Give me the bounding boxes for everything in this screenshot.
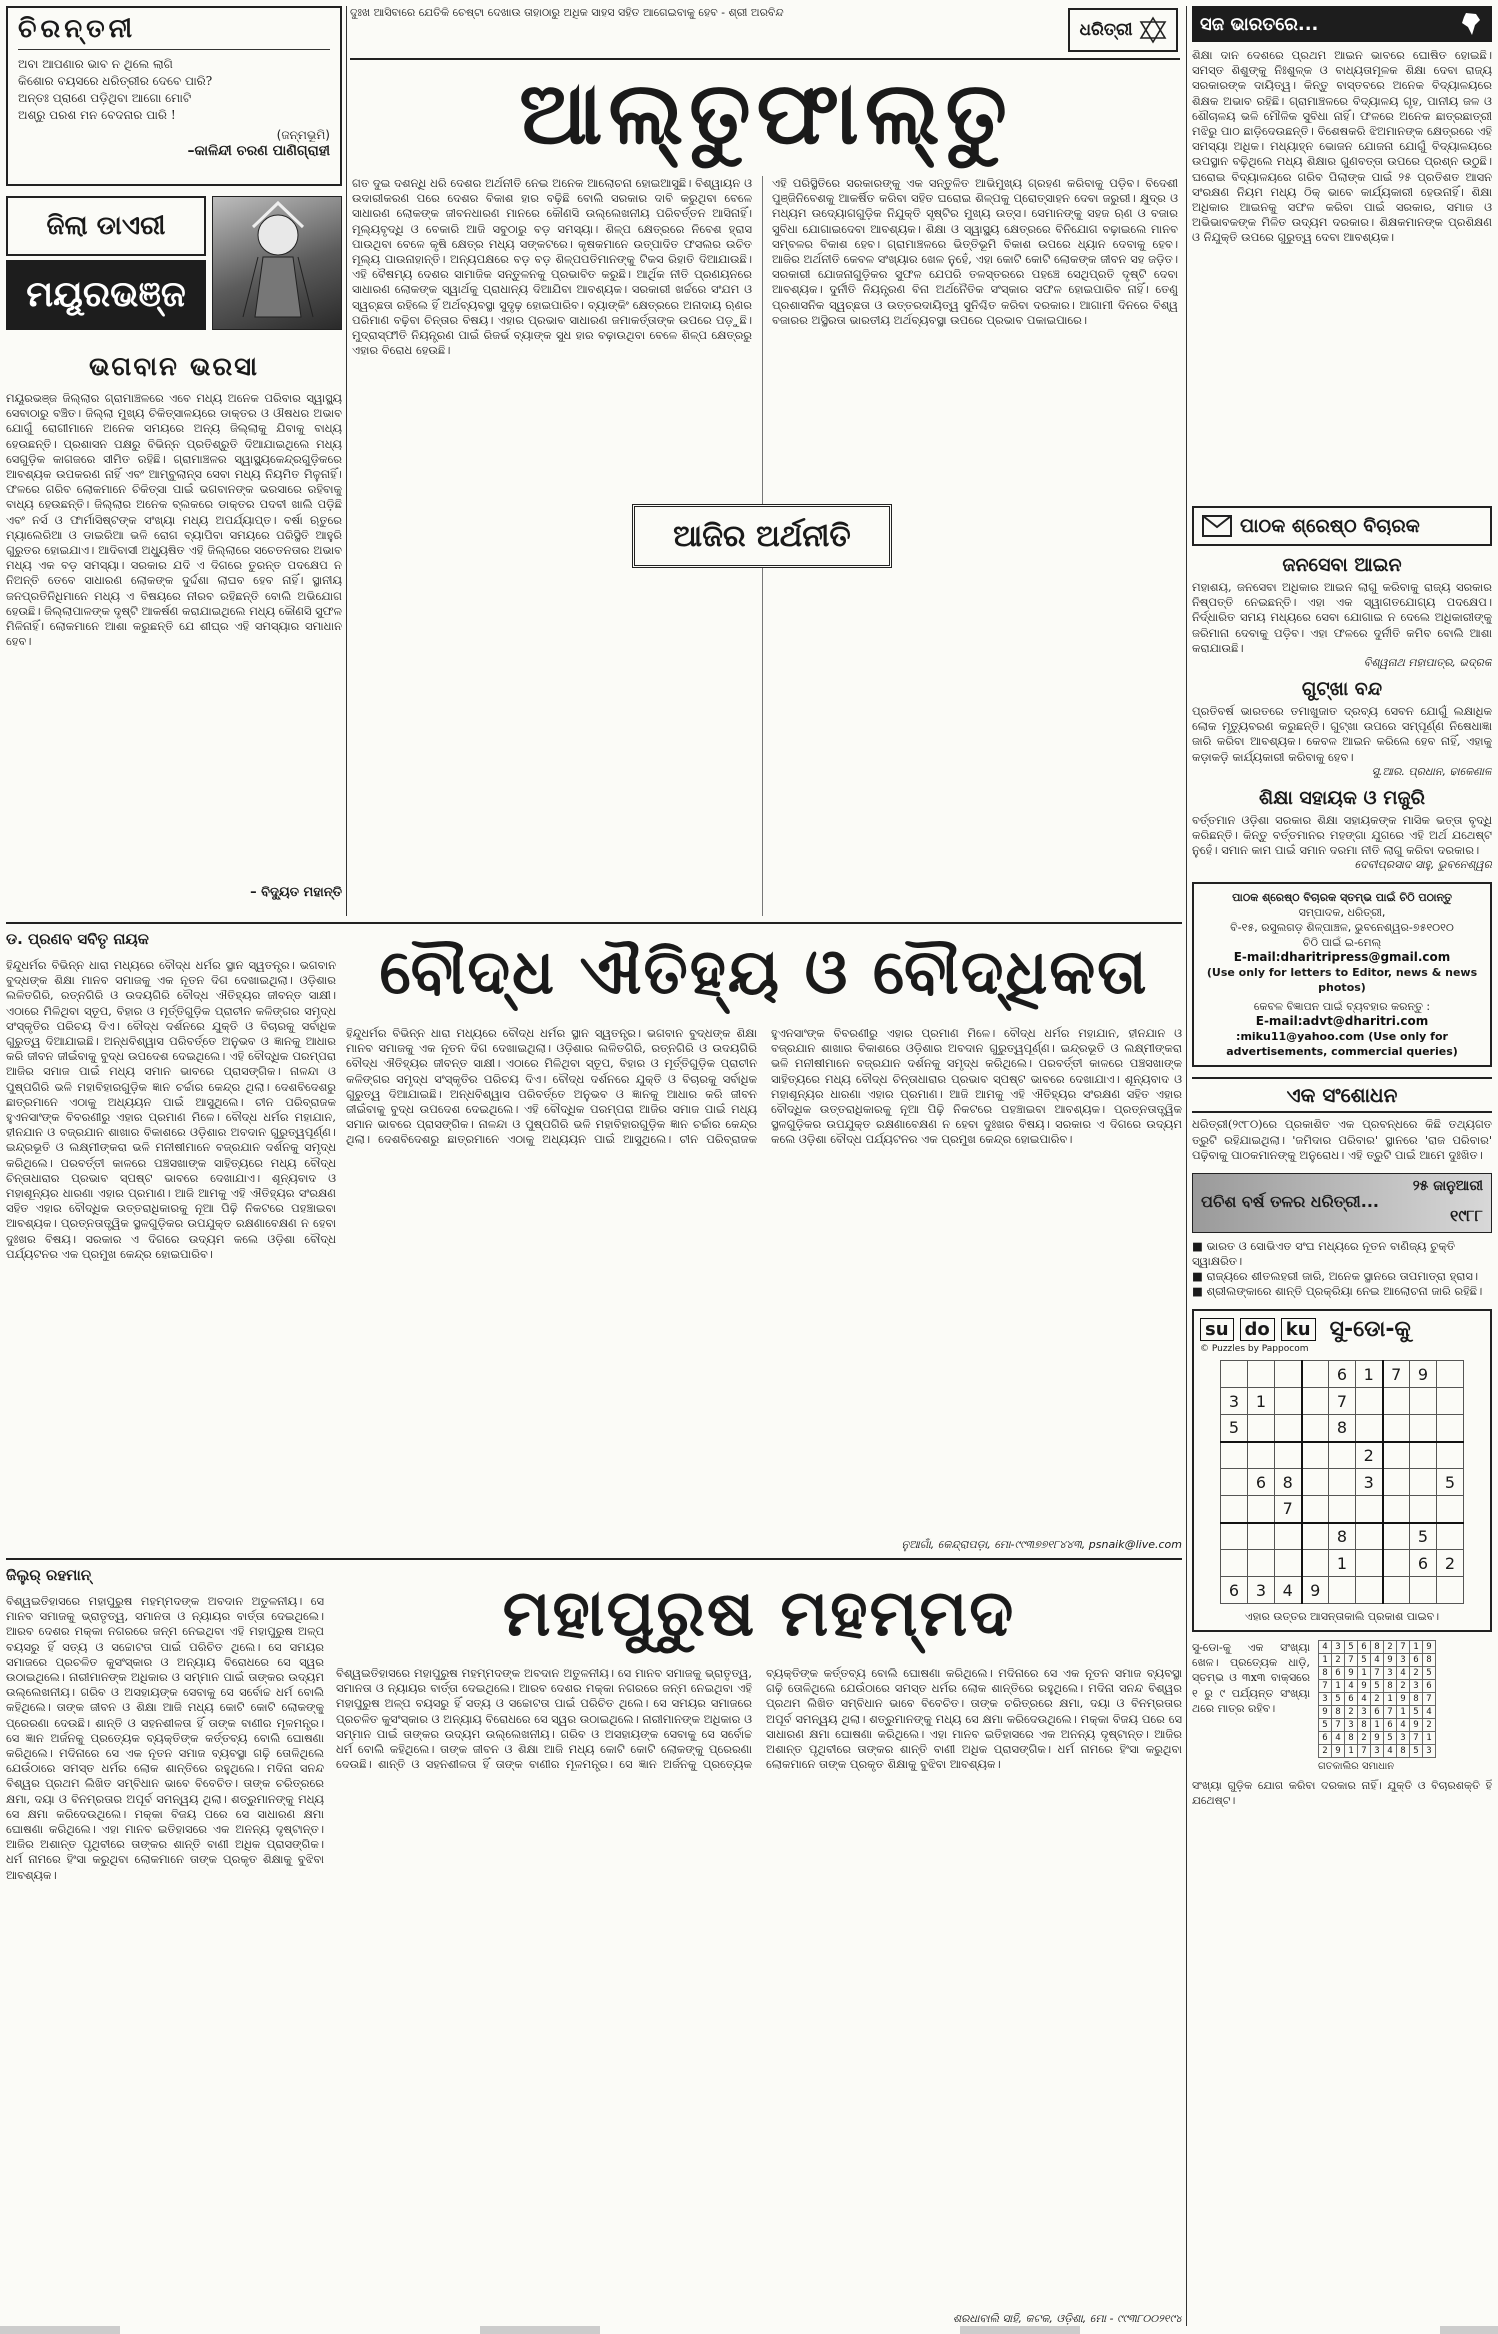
letter-text: ବର୍ତ୍ତମାନ ଓଡ଼ିଶା ସରକାର ଶିକ୍ଷା ସହାୟକଙ୍କ ମାସିକ ଭତ୍ତା ବୃଦ୍ଧି କରିଛନ୍ତି। କିନ୍ତୁ ବର୍ତ୍ତମାନର ମହଙ୍ଗା ଯୁଗରେ ଏହି ଅର୍ଥ ଯଥେଷ୍ଟ ନୁହେଁ। ସମାନ କାମ ପାଇଁ ସମାନ ଦରମା ନୀତି ଲାଗୁ କରିବା ଦରକାର।: [1192, 812, 1492, 858]
sudoku-grid[interactable]: [1220, 1360, 1464, 1604]
sudoku-cell[interactable]: [1302, 1550, 1329, 1577]
bauddha-headline: ବୌଦ୍ଧ ଐତିହ୍ୟ ଓ ବୌଦ୍ଧିକତା: [379, 935, 1149, 1008]
solution-cell: 2: [1423, 1719, 1436, 1732]
sudoku-cell[interactable]: 7: [1383, 1361, 1410, 1388]
sudoku-cell[interactable]: [1302, 1415, 1329, 1442]
list-item: ■ ଭାରତ ଓ ସୋଭିଏତ ସଂଘ ମଧ୍ୟରେ ନୂତନ ବାଣିଜ୍ୟ ଚୁକ୍ତି ସ୍ୱାକ୍ଷରିତ।: [1192, 1239, 1456, 1269]
solution-cell: 9: [1384, 1654, 1397, 1667]
chirantani-box: [6, 6, 342, 186]
solution-cell: 5: [1345, 1641, 1358, 1654]
letter-author: ସୁ.ଆର. ପ୍ରଧାନ, ଢାକେଣାଳ: [1371, 764, 1492, 778]
solution-cell: 1: [1397, 1706, 1410, 1719]
solution-cell: 4: [1397, 1719, 1410, 1732]
solution-cell: 2: [1371, 1693, 1384, 1706]
sudoku-cell[interactable]: 8: [1329, 1415, 1356, 1442]
sudoku-cell[interactable]: 5: [1410, 1523, 1437, 1550]
solution-cell: 6: [1410, 1654, 1423, 1667]
sudoku-cell[interactable]: 6: [1410, 1550, 1437, 1577]
sudoku-cell[interactable]: [1248, 1442, 1275, 1469]
ad-label: କେବଳ ବିଜ୍ଞାପନ ପାଇଁ ବ୍ୟବହାର କରନ୍ତୁ :: [1253, 1000, 1431, 1014]
sudoku-cell[interactable]: [1383, 1550, 1410, 1577]
solution-cell: 1: [1358, 1667, 1371, 1680]
sudoku-cell[interactable]: 8: [1275, 1469, 1302, 1496]
sudoku-cell[interactable]: [1329, 1442, 1356, 1469]
pachisha-list: [1192, 1239, 1492, 1299]
editor-email-link[interactable]: E-mail:dharitripress@gmail.com: [1233, 950, 1451, 965]
solution-cell: 7: [1397, 1641, 1410, 1654]
letter-author: ବିଶ୍ୱନାଥ ମହାପାତ୍ର, ଭଦ୍ରକ: [1363, 656, 1492, 670]
right-column: [1192, 6, 1492, 2326]
sudoku-cell[interactable]: 6: [1221, 1577, 1248, 1604]
solution-cell: 3: [1410, 1680, 1423, 1693]
solution-cell: 8: [1410, 1693, 1423, 1706]
mahapurusha-article: [6, 1566, 1182, 2332]
solution-cell: 9: [1397, 1693, 1410, 1706]
solution-cell: 7: [1319, 1680, 1332, 1693]
solution-cell: 9: [1319, 1706, 1332, 1719]
letter-item: [1192, 554, 1492, 670]
mahapurusha-footer: ଶରଧାବାଲି ସାହି, କଟକ, ଓଡ଼ିଶା, ମୋ - ୯୯୩୮୦୦୨୧୯୪: [952, 2312, 1182, 2325]
solution-cell: 6: [1358, 1641, 1371, 1654]
solution-row: [1319, 1693, 1436, 1706]
sudoku-cell[interactable]: [1221, 1523, 1248, 1550]
sudoku-cell[interactable]: [1383, 1523, 1410, 1550]
sudoku-cell[interactable]: [1410, 1577, 1437, 1604]
sudoku-cell[interactable]: [1356, 1496, 1383, 1523]
sudoku-cell[interactable]: [1356, 1388, 1383, 1415]
solution-cell: 4: [1423, 1706, 1436, 1719]
solution-cell: 2: [1332, 1654, 1345, 1667]
solution-cell: 3: [1345, 1719, 1358, 1732]
solution-cell: 7: [1332, 1719, 1345, 1732]
solution-cell: 1: [1423, 1732, 1436, 1745]
solution-cell: 5: [1332, 1693, 1345, 1706]
solution-cell: 1: [1332, 1680, 1345, 1693]
sudoku-cell[interactable]: 7: [1275, 1496, 1302, 1523]
solution-row: [1319, 1719, 1436, 1732]
bauddha-byline: ଡ. ପ୍ରଣବ ସବିତୃ ନାୟକ: [6, 930, 149, 948]
solution-cell: 9: [1423, 1641, 1436, 1654]
solution-cell: 5: [1319, 1719, 1332, 1732]
bauddha-body-left: ହିନ୍ଦୁଧର୍ମର ବିଭିନ୍ନ ଧାରା ମଧ୍ୟରେ ବୌଦ୍ଧ ଧର୍ମର ସ୍ଥାନ ସ୍ୱତନ୍ତ୍ର। ଭଗବାନ ବୁଦ୍ଧଙ୍କ ଶିକ୍ଷା ମାନବ ସମାଜକୁ ଏକ ନୂତନ ଦିଗ ଦେଖାଇଥିଲା। ଓଡ଼ିଶାର ଲଳିତଗିରି, ରତ୍ନଗିରି ଓ ଉଦୟଗିରି ବୌଦ୍ଧ ଐତିହ୍ୟର ଜୀବନ୍ତ ସାକ୍ଷୀ। ଏଠାରେ ମିଳିଥିବା ସ୍ତୂପ, ବିହାର ଓ ମୂର୍ତ୍ତିଗୁଡ଼ିକ ପ୍ରାଚୀନ କଳିଙ୍ଗର ସମୃଦ୍ଧ ସଂସ୍କୃତିର ପରିଚୟ ଦିଏ। ବୌଦ୍ଧ ଦର୍ଶନରେ ଯୁକ୍ତି ଓ ବିଚାରକୁ ସର୍ବାଧିକ ଗୁରୁତ୍ୱ ଦିଆଯାଇଛି। ଅନ୍ଧବିଶ୍ୱାସ ପରିବର୍ତ୍ତେ ଅନୁଭବ ଓ ଜ୍ଞାନକୁ ଆଧାର କରି ଜୀବନ ଜୀଇଁବାକୁ ବୁଦ୍ଧ ଉପଦେଶ ଦେଇଥିଲେ। ଏହି ବୌଦ୍ଧିକ ପରମ୍ପରା ଆଜିର ସମାଜ ପାଇଁ ମଧ୍ୟ ସମାନ ଭାବରେ ପ୍ରାସଙ୍ଗିକ। ନାଳନ୍ଦା ଓ ପୁଷ୍ପଗିରି ଭଳି ମହାବିହାରଗୁଡ଼ିକ ଜ୍ଞାନ ଚର୍ଚ୍ଚାର କେନ୍ଦ୍ର ଥିଲା। ଦେଶବିଦେଶରୁ ଛାତ୍ରମାନେ ଏଠାକୁ ଅଧ୍ୟୟନ ପାଇଁ ଆସୁଥିଲେ। ଚୀନ ପରିବ୍ରାଜକ ହୁଏନସାଂଙ୍କ ବିବରଣୀରୁ ଏହାର ପ୍ରମାଣ ମିଳେ। ବୌଦ୍ଧ ଧର୍ମର ମହାଯାନ, ହୀନଯାନ ଓ ବଜ୍ରଯାନ ଶାଖାର ବିକାଶରେ ଓଡ଼ିଶାର ଅବଦାନ ଗୁରୁତ୍ୱପୂର୍ଣ୍ଣ। ଇନ୍ଦ୍ରଭୂତି ଓ ଲକ୍ଷ୍ମୀଙ୍କରା ଭଳି ମନୀଷୀମାନେ ବଜ୍ରଯାନ ଦର୍ଶନକୁ ସମୃଦ୍ଧ କରିଥିଲେ। ପରବର୍ତ୍ତୀ କାଳରେ ପଞ୍ଚସଖାଙ୍କ ସାହିତ୍ୟରେ ମଧ୍ୟ ବୌଦ୍ଧ ଚିନ୍ତାଧାରାର ପ୍ରଭାବ ସ୍ପଷ୍ଟ ଭାବରେ ଦେଖାଯାଏ। ଶୂନ୍ୟବାଦ ଓ ମହାଶୂନ୍ୟର ଧାରଣା ଏହାର ପ୍ରମାଣ। ଆଜି ଆମକୁ ଏହି ଐତିହ୍ୟର ସଂରକ୍ଷଣ ସହିତ ଏହାର ବୌଦ୍ଧିକ ଉତ୍ତରାଧିକାରକୁ ନୂଆ ପିଢ଼ି ନିକଟରେ ପହଞ୍ଚାଇବା ଆବଶ୍ୟକ। ପ୍ରତ୍ନତାତ୍ତ୍ୱିକ ସ୍ଥଳଗୁଡ଼ିକର ଉପଯୁକ୍ତ ରକ୍ଷଣାବେକ୍ଷଣ ନ ହେବା ଦୁଃଖର ବିଷୟ। ସରକାର ଏ ଦିଗରେ ଉଦ୍ୟମ କଲେ ଓଡ଼ିଶା ବୌଦ୍ଧ ପର୍ଯ୍ୟଟନର ଏକ ପ୍ରମୁଖ କେନ୍ଦ୍ର ହୋଇପାରିବ।: [6, 958, 336, 1261]
sudoku-cell[interactable]: [1383, 1415, 1410, 1442]
sudoku-cell[interactable]: [1437, 1361, 1464, 1388]
contact-line2: ସମ୍ପାଦକ, ଧରିତ୍ରୀ,: [1298, 906, 1386, 920]
solution-cell: 6: [1423, 1680, 1436, 1693]
contact-line1: ପାଠକ ଶ୍ରେଷ୍ଠ ବିଚାରକ ସ୍ତମ୍ଭ ପାଇଁ ଚିଠି ପଠାନ୍ତୁ: [1232, 891, 1452, 905]
solution-cell: 7: [1410, 1732, 1423, 1745]
sudoku-cell[interactable]: [1248, 1523, 1275, 1550]
sudoku-cell[interactable]: 5: [1437, 1469, 1464, 1496]
chirantani-author: –କାଳିନ୍ଦୀ ଚରଣ ପାଣିଗ୍ରାହୀ: [187, 143, 330, 159]
sudoku-cell[interactable]: [1356, 1550, 1383, 1577]
solution-cell: 3: [1423, 1745, 1436, 1758]
solution-cell: 2: [1384, 1641, 1397, 1654]
solution-cell: 2: [1410, 1667, 1423, 1680]
sudoku-cell[interactable]: [1329, 1577, 1356, 1604]
sudoku-cell[interactable]: [1356, 1415, 1383, 1442]
solution-cell: 1: [1410, 1641, 1423, 1654]
solution-cell: 8: [1384, 1680, 1397, 1693]
letter-author: ଦେବୀପ୍ରସାଦ ସାହୁ, ଭୁବନେଶ୍ୱର: [1354, 858, 1492, 872]
sudoku-cell[interactable]: [1437, 1388, 1464, 1415]
masthead-quote-text: ଦୁଃଖ ଆସିବାରେ ଯେତିକି ଚେଷ୍ଟା ଦେଖାଉ ତାହାଠାରୁ ଅଧିକ ସାହସ ସହିତ ଆଗେଇବାକୁ ହେବ - ଶ୍ରୀ ଅରବିନ୍ଦ: [350, 6, 784, 19]
sudoku-cell[interactable]: [1329, 1496, 1356, 1523]
solution-cell: 9: [1410, 1719, 1423, 1732]
letter-text: ମହାଶୟ, ଜନସେବା ଅଧିକାର ଆଇନ ଲାଗୁ କରିବାକୁ ରାଜ୍ୟ ସରକାର ନିଷ୍ପତ୍ତି ନେଇଛନ୍ତି। ଏହା ଏକ ସ୍ୱାଗତଯୋଗ୍ୟ ପଦକ୍ଷେପ। ନିର୍ଦ୍ଧାରିତ ସମୟ ମଧ୍ୟରେ ସେବା ଯୋଗାଇ ନ ଦେଲେ ଅଧିକାରୀଙ୍କୁ ଜରିମାନା ଦେବାକୁ ପଡ଼ିବ। ଏହା ଫଳରେ ଦୁର୍ନୀତି କମିବ ବୋଲି ଆଶା କରାଯାଉଛି।: [1192, 580, 1492, 655]
sudoku-cell[interactable]: [1275, 1523, 1302, 1550]
solution-cell: 3: [1371, 1745, 1384, 1758]
pachisha-label: ପଚିଶ ବର୍ଷ ତଳର ଧରିତ୍ରୀ...: [1201, 1192, 1379, 1212]
sudoku-cell[interactable]: [1302, 1523, 1329, 1550]
solution-cell: 4: [1397, 1667, 1410, 1680]
sudoku-cell[interactable]: 3: [1356, 1469, 1383, 1496]
solution-cell: 6: [1371, 1706, 1384, 1719]
mahapurusha-body-right: ବିଶ୍ୱଇତିହାସରେ ମହାପୁରୁଷ ମହମ୍ମଦଙ୍କ ଅବଦାନ ଅତୁଳନୀୟ। ସେ ମାନବ ସମାଜକୁ ଭ୍ରାତୃତ୍ୱ, ସମାନତା ଓ ନ୍ୟାୟର ବାର୍ତ୍ତା ଦେଇଥିଲେ। ଆରବ ଦେଶର ମକ୍କା ନଗରରେ ଜନ୍ମ ନେଇଥିବା ଏହି ମହାପୁରୁଷ ଅଳ୍ପ ବୟସରୁ ହିଁ ସତ୍ୟ ଓ ସଚ୍ଚୋଟତା ପାଇଁ ପରିଚିତ ଥିଲେ। ସେ ସମୟର ସମାଜରେ ପ୍ରଚଳିତ କୁସଂସ୍କାର ଓ ଅନ୍ୟାୟ ବିରୋଧରେ ସେ ସ୍ୱର ଉଠାଇଥିଲେ। ନାରୀମାନଙ୍କ ଅଧିକାର ଓ ସମ୍ମାନ ପାଇଁ ତାଙ୍କର ଉଦ୍ୟମ ଉଲ୍ଲେଖନୀୟ। ଗରିବ ଓ ଅସହାୟଙ୍କ ସେବାକୁ ସେ ସର୍ବୋଚ୍ଚ ଧର୍ମ ବୋଲି କହିଥିଲେ। ତାଙ୍କ ଜୀବନ ଓ ଶିକ୍ଷା ଆଜି ମଧ୍ୟ କୋଟି କୋଟି ଲୋକଙ୍କୁ ପ୍ରେରଣା ଦେଉଛି। ଶାନ୍ତି ଓ ସହନଶୀଳତା ହିଁ ତାଙ୍କ ବାଣୀର ମୂଳମନ୍ତ୍ର। ସେ ଜ୍ଞାନ ଅର୍ଜନକୁ ପ୍ରତ୍ୟେକ ବ୍ୟକ୍ତିଙ୍କ କର୍ତ୍ତବ୍ୟ ବୋଲି ଘୋଷଣା କରିଥିଲେ। ମଦିନାରେ ସେ ଏକ ନୂତନ ସମାଜ ବ୍ୟବସ୍ଥା ଗଢ଼ି ତୋଳିଥିଲେ ଯେଉଁଠାରେ ସମସ୍ତ ଧର୍ମର ଲୋକ ଶାନ୍ତିରେ ରହୁଥିଲେ। ମଦିନା ସନନ୍ଦ ବିଶ୍ୱର ପ୍ରଥମ ଲିଖିତ ସମ୍ବିଧାନ ଭାବେ ବିବେଚିତ। ତାଙ୍କ ଚରିତ୍ରରେ କ୍ଷମା, ଦୟା ଓ ବିନମ୍ରତାର ଅପୂର୍ବ ସମନ୍ୱୟ ଥିଲା। ଶତ୍ରୁମାନଙ୍କୁ ମଧ୍ୟ ସେ କ୍ଷମା କରିଦେଉଥିଲେ। ମକ୍କା ବିଜୟ ପରେ ସେ ସାଧାରଣ କ୍ଷମା ଘୋଷଣା କରିଥିଲେ। ଏହା ମାନବ ଇତିହାସରେ ଏକ ଅନନ୍ୟ ଦୃଷ୍ଟାନ୍ତ। ଆଜିର ଅଶାନ୍ତ ପୃଥିବୀରେ ତାଙ୍କର ଶାନ୍ତି ବାଣୀ ଅଧିକ ପ୍ରାସଙ୍ଗିକ। ଧର୍ମ ନାମରେ ହିଂସା କରୁଥିବା ଲୋକମାନେ ତାଙ୍କ ପ୍ରକୃତ ଶିକ୍ଷାକୁ ବୁଝିବା ଆବଶ୍ୟକ।: [336, 1666, 1182, 1772]
solution-cell: 3: [1332, 1641, 1345, 1654]
sudoku-cell[interactable]: [1437, 1442, 1464, 1469]
solution-cell: 7: [1345, 1654, 1358, 1667]
sudoku-cell[interactable]: 9: [1302, 1577, 1329, 1604]
sudoku-cell[interactable]: 3: [1248, 1577, 1275, 1604]
mahapurusha-headline: ମହାପୁରୁଷ ମହମ୍ମଦ: [502, 1576, 1016, 1651]
solution-row: [1319, 1654, 1436, 1667]
correction-text: ଧରିତ୍ରୀ(୨୯୮୦)ରେ ପ୍ରକାଶିତ ଏକ ପ୍ରବନ୍ଧରେ କିଛି ତଥ୍ୟଗତ ତ୍ରୁଟି ରହିଯାଇଥିଲା। 'ଜମିଦାର ପରିବାର' ସ୍ଥାନରେ 'ରାଜ ପରିବାର' ପଢ଼ିବାକୁ ପାଠକମାନଙ୍କୁ ଅନୁରୋଧ। ଏହି ତ୍ରୁଟି ପାଇଁ ଆମେ ଦୁଃଖିତ।: [1192, 1117, 1492, 1162]
sudoku-cell[interactable]: 4: [1275, 1577, 1302, 1604]
sudoku-cell[interactable]: [1437, 1523, 1464, 1550]
sudoku-rule-text: ସୁ-ଡୋ-କୁ ଏକ ସଂଖ୍ୟା ଖେଳ। ପ୍ରତ୍ୟେକ ଧାଡ଼ି, ସ୍ତମ୍ଭ ଓ ୩x୩ ବାକ୍ସରେ ୧ ରୁ ୯ ପର୍ଯ୍ୟନ୍ତ ସଂଖ୍ୟା ଥରେ ମାତ୍ର ରହିବ।: [1192, 1641, 1310, 1715]
solution-cell: 2: [1319, 1745, 1332, 1758]
district-banner: ମୟୂରଭଞ୍ଜ: [6, 260, 206, 330]
bauddha-article: [6, 930, 1182, 1552]
sudoku-brand-do: do: [1240, 1318, 1275, 1341]
sudoku-cell[interactable]: [1221, 1361, 1248, 1388]
chirantani-source: (ଜନ୍ମଭୂମି): [276, 128, 330, 142]
pachisha-banner: [1192, 1173, 1492, 1233]
sudoku-cell[interactable]: [1248, 1415, 1275, 1442]
solution-cell: 1: [1319, 1654, 1332, 1667]
sudoku-row: [1221, 1361, 1464, 1388]
solution-cell: 5: [1423, 1667, 1436, 1680]
sudoku-row: [1221, 1577, 1464, 1604]
sudoku-cell[interactable]: 6: [1329, 1361, 1356, 1388]
sudoku-cell[interactable]: [1221, 1442, 1248, 1469]
solution-cell: 8: [1423, 1654, 1436, 1667]
sudoku-cell[interactable]: 1: [1329, 1550, 1356, 1577]
solution-cell: 5: [1410, 1745, 1423, 1758]
sudoku-cell[interactable]: [1383, 1496, 1410, 1523]
pathaka-header: [1192, 506, 1492, 546]
pachisha-year: ୧୯୮୮: [1450, 1206, 1483, 1226]
masthead-quote: [350, 6, 1180, 54]
solution-cell: 9: [1358, 1680, 1371, 1693]
pachisha-date: ୨୫ ଜାନୁଆରୀ: [1412, 1178, 1483, 1195]
sudoku-cell[interactable]: [1275, 1388, 1302, 1415]
lead-col2: ଏହି ପରିସ୍ଥିତିରେ ସରକାରଙ୍କୁ ଏକ ସନ୍ତୁଳିତ ଆଭିମୁଖ୍ୟ ଗ୍ରହଣ କରିବାକୁ ପଡ଼ିବ। ବିଦେଶୀ ପୁଞ୍ଜିନିବେଶକୁ ଆକର୍ଷିତ କରିବା ସହିତ ଘରୋଇ ଶିଳ୍ପକୁ ପ୍ରୋତ୍ସାହନ ଦେବା ଜରୁରୀ। କ୍ଷୁଦ୍ର ଓ ମଧ୍ୟମ ଉଦ୍ୟୋଗଗୁଡ଼ିକ ନିଯୁକ୍ତି ସୃଷ୍ଟିର ମୁଖ୍ୟ ଉତ୍ସ। ସେମାନଙ୍କୁ ସହଜ ଋଣ ଓ ବଜାର ସୁବିଧା ଯୋଗାଇଦେବା ଆବଶ୍ୟକ। ଶିକ୍ଷା ଓ ସ୍ୱାସ୍ଥ୍ୟ କ୍ଷେତ୍ରରେ ବିନିଯୋଗ ବଢ଼ାଇଲେ ମାନବ ସମ୍ବଳର ବିକାଶ ହେବ। ଗ୍ରାମାଞ୍ଚଳରେ ଭିତ୍ତିଭୂମି ବିକାଶ ଉପରେ ଧ୍ୟାନ ଦେବାକୁ ହେବ। ଆଜିର ଅର୍ଥନୀତି କେବଳ ସଂଖ୍ୟାର ଖେଳ ନୁହେଁ, ଏହା କୋଟି କୋଟି ଲୋକଙ୍କ ଜୀବନ ସହ ଜଡ଼ିତ। ସରକାରୀ ଯୋଜନାଗୁଡ଼ିକର ସୁଫଳ ଯେପରି ତଳସ୍ତରରେ ପହଞ୍ଚେ ସେଥିପ୍ରତି ଦୃଷ୍ଟି ଦେବା ଆବଶ୍ୟକ। ଦୁର୍ନୀତି ନିୟନ୍ତ୍ରଣ ବିନା ଅର୍ଥନୈତିକ ସଂସ୍କାର ସଫଳ ହୋଇପାରିବ ନାହିଁ। ତେଣୁ ପ୍ରଶାସନିକ ସ୍ୱଚ୍ଛତା ଓ ଉତ୍ତରଦାୟିତ୍ୱ ସୁନିଶ୍ଚିତ କରିବା ଦରକାର। ଆଗାମୀ ଦିନରେ ବିଶ୍ୱ ବଜାରର ଅସ୍ଥିରତା ଭାରତୀୟ ଅର୍ଥବ୍ୟବସ୍ଥା ଉପରେ ପ୍ରଭାବ ପକାଇପାରେ।: [772, 176, 1178, 327]
sudoku-cell[interactable]: [1302, 1361, 1329, 1388]
sudoku-solution: [1318, 1640, 1436, 1772]
sudoku-cell[interactable]: [1248, 1550, 1275, 1577]
mahapurusha-body-left: ବିଶ୍ୱଇତିହାସରେ ମହାପୁରୁଷ ମହମ୍ମଦଙ୍କ ଅବଦାନ ଅତୁଳନୀୟ। ସେ ମାନବ ସମାଜକୁ ଭ୍ରାତୃତ୍ୱ, ସମାନତା ଓ ନ୍ୟାୟର ବାର୍ତ୍ତା ଦେଇଥିଲେ। ଆରବ ଦେଶର ମକ୍କା ନଗରରେ ଜନ୍ମ ନେଇଥିବା ଏହି ମହାପୁରୁଷ ଅଳ୍ପ ବୟସରୁ ହିଁ ସତ୍ୟ ଓ ସଚ୍ଚୋଟତା ପାଇଁ ପରିଚିତ ଥିଲେ। ସେ ସମୟର ସମାଜରେ ପ୍ରଚଳିତ କୁସଂସ୍କାର ଓ ଅନ୍ୟାୟ ବିରୋଧରେ ସେ ସ୍ୱର ଉଠାଇଥିଲେ। ନାରୀମାନଙ୍କ ଅଧିକାର ଓ ସମ୍ମାନ ପାଇଁ ତାଙ୍କର ଉଦ୍ୟମ ଉଲ୍ଲେଖନୀୟ। ଗରିବ ଓ ଅସହାୟଙ୍କ ସେବାକୁ ସେ ସର୍ବୋଚ୍ଚ ଧର୍ମ ବୋଲି କହିଥିଲେ। ତାଙ୍କ ଜୀବନ ଓ ଶିକ୍ଷା ଆଜି ମଧ୍ୟ କୋଟି କୋଟି ଲୋକଙ୍କୁ ପ୍ରେରଣା ଦେଉଛି। ଶାନ୍ତି ଓ ସହନଶୀଳତା ହିଁ ତାଙ୍କ ବାଣୀର ମୂଳମନ୍ତ୍ର। ସେ ଜ୍ଞାନ ଅର୍ଜନକୁ ପ୍ରତ୍ୟେକ ବ୍ୟକ୍ତିଙ୍କ କର୍ତ୍ତବ୍ୟ ବୋଲି ଘୋଷଣା କରିଥିଲେ। ମଦିନାରେ ସେ ଏକ ନୂତନ ସମାଜ ବ୍ୟବସ୍ଥା ଗଢ଼ି ତୋଳିଥିଲେ ଯେଉଁଠାରେ ସମସ୍ତ ଧର୍ମର ଲୋକ ଶାନ୍ତିରେ ରହୁଥିଲେ। ମଦିନା ସନନ୍ଦ ବିଶ୍ୱର ପ୍ରଥମ ଲିଖିତ ସମ୍ବିଧାନ ଭାବେ ବିବେଚିତ। ତାଙ୍କ ଚରିତ୍ରରେ କ୍ଷମା, ଦୟା ଓ ବିନମ୍ରତାର ଅପୂର୍ବ ସମନ୍ୱୟ ଥିଲା। ଶତ୍ରୁମାନଙ୍କୁ ମଧ୍ୟ ସେ କ୍ଷମା କରିଦେଉଥିଲେ। ମକ୍କା ବିଜୟ ପରେ ସେ ସାଧାରଣ କ୍ଷମା ଘୋଷଣା କରିଥିଲେ। ଏହା ମାନବ ଇତିହାସରେ ଏକ ଅନନ୍ୟ ଦୃଷ୍ଟାନ୍ତ। ଆଜିର ଅଶାନ୍ତ ପୃଥିବୀରେ ତାଙ୍କର ଶାନ୍ତି ବାଣୀ ଅଧିକ ପ୍ରାସଙ୍ଗିକ। ଧର୍ମ ନାମରେ ହିଂସା କରୁଥିବା ଲୋକମାନେ ତାଙ୍କ ପ୍ରକୃତ ଶିକ୍ଷାକୁ ବୁଝିବା ଆବଶ୍ୟକ।: [6, 1594, 324, 1882]
saja-bharatare-body: ଶିକ୍ଷା ଦାନ ଦେଶରେ ପ୍ରଥମ ଆଇନ ଭାବରେ ଘୋଷିତ ହୋଇଛି। ସମସ୍ତ ଶିଶୁଙ୍କୁ ନିଃଶୁଳ୍କ ଓ ବାଧ୍ୟତାମୂଳକ ଶିକ୍ଷା ଦେବା ରାଜ୍ୟ ସରକାରଙ୍କ ଦାୟିତ୍ୱ। କିନ୍ତୁ ବାସ୍ତବରେ ଅନେକ ବିଦ୍ୟାଳୟରେ ଶିକ୍ଷକ ଅଭାବ ରହିଛି। ଗ୍ରାମାଞ୍ଚଳରେ ବିଦ୍ୟାଳୟ ଗୃହ, ପାନୀୟ ଜଳ ଓ ଶୌଚାଳୟ ଭଳି ମୌଳିକ ସୁବିଧା ନାହିଁ। ଫଳରେ ଅନେକ ଛାତ୍ରଛାତ୍ରୀ ମଝିରୁ ପାଠ ଛାଡ଼ିଦେଉଛନ୍ତି। ବିଶେଷକରି ଝିଅମାନଙ୍କ କ୍ଷେତ୍ରରେ ଏହି ସମସ୍ୟା ଅଧିକ। ମଧ୍ୟାହ୍ନ ଭୋଜନ ଯୋଜନା ଯୋଗୁଁ ବିଦ୍ୟାଳୟରେ ଉପସ୍ଥାନ ବଢ଼ିଥିଲେ ମଧ୍ୟ ଶିକ୍ଷାର ଗୁଣବତ୍ତା ଉପରେ ପ୍ରଶ୍ନ ଉଠୁଛି। ଘରୋଇ ବିଦ୍ୟାଳୟରେ ଗରିବ ପିଲାଙ୍କ ପାଇଁ ୨୫ ପ୍ରତିଶତ ଆସନ ସଂରକ୍ଷଣ ନିୟମ ମଧ୍ୟ ଠିକ୍ ଭାବେ କାର୍ଯ୍ୟକାରୀ ହେଉନାହିଁ। ଶିକ୍ଷା ଅଧିକାର ଆଇନକୁ ସଫଳ କରିବା ପାଇଁ ସରକାର, ସମାଜ ଓ ଅଭିଭାବକଙ୍କ ମିଳିତ ଉଦ୍ୟମ ଦରକାର। ଶିକ୍ଷକମାନଙ୍କ ପ୍ରଶିକ୍ଷଣ ଓ ନିଯୁକ୍ତି ଉପରେ ଗୁରୁତ୍ୱ ଦେବା ଆବଶ୍ୟକ।: [1192, 48, 1492, 245]
dharitri-logo: [1068, 8, 1178, 52]
letter-item: [1192, 678, 1492, 779]
solution-cell: 6: [1345, 1693, 1358, 1706]
solution-cell: 4: [1371, 1654, 1384, 1667]
sudoku-row: [1221, 1469, 1464, 1496]
solution-cell: 5: [1410, 1706, 1423, 1719]
solution-cell: 1: [1345, 1745, 1358, 1758]
envelope-icon: [1202, 515, 1232, 537]
solution-cell: 4: [1319, 1641, 1332, 1654]
sudoku-cell[interactable]: [1329, 1469, 1356, 1496]
sudoku-box: [1192, 1309, 1492, 1632]
solution-cell: 3: [1397, 1732, 1410, 1745]
saja-bharatare-title: ସଜ ଭାରତରେ...: [1200, 13, 1319, 35]
sudoku-cell[interactable]: [1410, 1388, 1437, 1415]
sudoku-cell[interactable]: 7: [1329, 1388, 1356, 1415]
solution-cell: 3: [1384, 1667, 1397, 1680]
sudoku-cell[interactable]: 3: [1221, 1388, 1248, 1415]
solution-cell: 8: [1319, 1667, 1332, 1680]
sudoku-bottom-note: ସଂଖ୍ୟା ଗୁଡ଼ିକ ଯୋଗ କରିବା ଦରକାର ନାହିଁ। ଯୁକ୍ତି ଓ ବିଚାରଶକ୍ତି ହିଁ ଯଥେଷ୍ଟ।: [1192, 1779, 1492, 1808]
solution-row: [1319, 1667, 1436, 1680]
sudoku-row: [1221, 1523, 1464, 1550]
sudoku-solution-label: ଗତକାଲିର ସମାଧାନ: [1318, 1761, 1395, 1773]
bauddha-footer: ନୁଆଗାଁ, କେନ୍ଦ୍ରାପଡ଼ା, ମୋ-୯୯୩୭୭୧୮୪୪୩, psnaik@live.com: [901, 1538, 1182, 1551]
solution-cell: 9: [1345, 1667, 1358, 1680]
sudoku-cell[interactable]: [1410, 1415, 1437, 1442]
sudoku-cell[interactable]: [1437, 1415, 1464, 1442]
solution-cell: 1: [1371, 1719, 1384, 1732]
jilla-diary-author: – ବିଦ୍ୟୁତ ମହାନ୍ତି: [250, 885, 342, 900]
solution-row: [1319, 1732, 1436, 1745]
sudoku-solution-grid: [1318, 1640, 1436, 1758]
sudoku-brand-sub: © Puzzles by Pappocom: [1200, 1344, 1309, 1355]
solution-cell: 5: [1371, 1680, 1384, 1693]
solution-cell: 9: [1332, 1745, 1345, 1758]
chirantani-poem: ଅବା ଆପଣାର ଭାବ ନ ଥିଲେ ଲାଗି କିଶୋର ବୟସରେ ଧରିତ୍ରୀର ଦେବେ ପାରି? ଅନ୍ତଃ ପ୍ରାଣେ ପଡ଼ିଥିବା ଆଗୋ ମୋଟି ଅଶ୍ରୁ ପରଶ ମନ ବେଦନାର ପାରି !: [18, 57, 213, 122]
solution-cell: 4: [1384, 1745, 1397, 1758]
sudoku-header: [1200, 1317, 1484, 1342]
solution-cell: 8: [1345, 1732, 1358, 1745]
sudoku-cell[interactable]: [1410, 1442, 1437, 1469]
solution-cell: 5: [1384, 1732, 1397, 1745]
sudoku-cell[interactable]: [1275, 1415, 1302, 1442]
solution-cell: 8: [1371, 1641, 1384, 1654]
sudoku-cell[interactable]: [1410, 1496, 1437, 1523]
solution-row: [1319, 1641, 1436, 1654]
sudoku-odia-title: ସୁ-ଡୋ-କୁ: [1329, 1317, 1411, 1343]
solution-cell: 2: [1345, 1706, 1358, 1719]
correction-title: ଏକ ସଂଶୋଧନ: [1192, 1077, 1492, 1113]
solution-row: [1319, 1745, 1436, 1758]
letter-item: [1192, 787, 1492, 873]
contact-email-label: ଚିଠି ପାଇଁ ଇ-ମେଲ୍: [1302, 936, 1382, 950]
sudoku-cell[interactable]: [1248, 1496, 1275, 1523]
bauddha-body-right: ହିନ୍ଦୁଧର୍ମର ବିଭିନ୍ନ ଧାରା ମଧ୍ୟରେ ବୌଦ୍ଧ ଧର୍ମର ସ୍ଥାନ ସ୍ୱତନ୍ତ୍ର। ଭଗବାନ ବୁଦ୍ଧଙ୍କ ଶିକ୍ଷା ମାନବ ସମାଜକୁ ଏକ ନୂତନ ଦିଗ ଦେଖାଇଥିଲା। ଓଡ଼ିଶାର ଲଳିତଗିରି, ରତ୍ନଗିରି ଓ ଉଦୟଗିରି ବୌଦ୍ଧ ଐତିହ୍ୟର ଜୀବନ୍ତ ସାକ୍ଷୀ। ଏଠାରେ ମିଳିଥିବା ସ୍ତୂପ, ବିହାର ଓ ମୂର୍ତ୍ତିଗୁଡ଼ିକ ପ୍ରାଚୀନ କଳିଙ୍ଗର ସମୃଦ୍ଧ ସଂସ୍କୃତିର ପରିଚୟ ଦିଏ। ବୌଦ୍ଧ ଦର୍ଶନରେ ଯୁକ୍ତି ଓ ବିଚାରକୁ ସର୍ବାଧିକ ଗୁରୁତ୍ୱ ଦିଆଯାଇଛି। ଅନ୍ଧବିଶ୍ୱାସ ପରିବର୍ତ୍ତେ ଅନୁଭବ ଓ ଜ୍ଞାନକୁ ଆଧାର କରି ଜୀବନ ଜୀଇଁବାକୁ ବୁଦ୍ଧ ଉପଦେଶ ଦେଇଥିଲେ। ଏହି ବୌଦ୍ଧିକ ପରମ୍ପରା ଆଜିର ସମାଜ ପାଇଁ ମଧ୍ୟ ସମାନ ଭାବରେ ପ୍ରାସଙ୍ଗିକ। ନାଳନ୍ଦା ଓ ପୁଷ୍ପଗିରି ଭଳି ମହାବିହାରଗୁଡ଼ିକ ଜ୍ଞାନ ଚର୍ଚ୍ଚାର କେନ୍ଦ୍ର ଥିଲା। ଦେଶବିଦେଶରୁ ଛାତ୍ରମାନେ ଏଠାକୁ ଅଧ୍ୟୟନ ପାଇଁ ଆସୁଥିଲେ। ଚୀନ ପରିବ୍ରାଜକ ହୁଏନସାଂଙ୍କ ବିବରଣୀରୁ ଏହାର ପ୍ରମାଣ ମିଳେ। ବୌଦ୍ଧ ଧର୍ମର ମହାଯାନ, ହୀନଯାନ ଓ ବଜ୍ରଯାନ ଶାଖାର ବିକାଶରେ ଓଡ଼ିଶାର ଅବଦାନ ଗୁରୁତ୍ୱପୂର୍ଣ୍ଣ। ଇନ୍ଦ୍ରଭୂତି ଓ ଲକ୍ଷ୍ମୀଙ୍କରା ଭଳି ମନୀଷୀମାନେ ବଜ୍ରଯାନ ଦର୍ଶନକୁ ସମୃଦ୍ଧ କରିଥିଲେ। ପରବର୍ତ୍ତୀ କାଳରେ ପଞ୍ଚସଖାଙ୍କ ସାହିତ୍ୟରେ ମଧ୍ୟ ବୌଦ୍ଧ ଚିନ୍ତାଧାରାର ପ୍ରଭାବ ସ୍ପଷ୍ଟ ଭାବରେ ଦେଖାଯାଏ। ଶୂନ୍ୟବାଦ ଓ ମହାଶୂନ୍ୟର ଧାରଣା ଏହାର ପ୍ରମାଣ। ଆଜି ଆମକୁ ଏହି ଐତିହ୍ୟର ସଂରକ୍ଷଣ ସହିତ ଏହାର ବୌଦ୍ଧିକ ଉତ୍ତରାଧିକାରକୁ ନୂଆ ପିଢ଼ି ନିକଟରେ ପହଞ୍ଚାଇବା ଆବଶ୍ୟକ। ପ୍ରତ୍ନତାତ୍ତ୍ୱିକ ସ୍ଥଳଗୁଡ଼ିକର ଉପଯୁକ୍ତ ରକ୍ଷଣାବେକ୍ଷଣ ନ ହେବା ଦୁଃଖର ବିଷୟ। ସରକାର ଏ ଦିଗରେ ଉଦ୍ୟମ କଲେ ଓଡ଼ିଶା ବୌଦ୍ଧ ପର୍ଯ୍ୟଟନର ଏକ ପ୍ରମୁଖ କେନ୍ଦ୍ର ହୋଇପାରିବ।: [346, 1026, 1182, 1147]
jilla-diary-body: ମୟୂରଭଞ୍ଜ ଜିଲ୍ଲାର ଗ୍ରାମାଞ୍ଚଳରେ ଏବେ ମଧ୍ୟ ଅନେକ ପରିବାର ସ୍ୱାସ୍ଥ୍ୟ ସେବାଠାରୁ ବଞ୍ଚିତ। ଜିଲ୍ଲା ମୁଖ୍ୟ ଚିକିତ୍ସାଳୟରେ ଡାକ୍ତର ଓ ଔଷଧର ଅଭାବ ଯୋଗୁଁ ରୋଗୀମାନେ ଅନେକ ସମୟରେ ଅନ୍ୟ ଜିଲ୍ଲାକୁ ଯିବାକୁ ବାଧ୍ୟ ହେଉଛନ୍ତି। ପ୍ରଶାସନ ପକ୍ଷରୁ ବିଭିନ୍ନ ପ୍ରତିଶ୍ରୁତି ଦିଆଯାଇଥିଲେ ମଧ୍ୟ ସେଗୁଡ଼ିକ କାଗଜରେ ସୀମିତ ରହିଛି। ଗ୍ରାମାଞ୍ଚଳର ସ୍ୱାସ୍ଥ୍ୟକେନ୍ଦ୍ରଗୁଡ଼ିକରେ ଆବଶ୍ୟକ ଉପକରଣ ନାହିଁ ଏବଂ ଆମ୍ବୁଲାନ୍ସ ସେବା ମଧ୍ୟ ନିୟମିତ ମିଳୁନାହିଁ। ଫଳରେ ଗରିବ ଲୋକମାନେ ଚିକିତ୍ସା ପାଇଁ ଭଗବାନଙ୍କ ଭରସାରେ ରହିବାକୁ ବାଧ୍ୟ ହେଉଛନ୍ତି। ଜିଲ୍ଲାର ଅନେକ ବ୍ଲକରେ ଡାକ୍ତର ପଦବୀ ଖାଲି ପଡ଼ିଛି ଏବଂ ନର୍ସ ଓ ଫାର୍ମାସିଷ୍ଟଙ୍କ ସଂଖ୍ୟା ମଧ୍ୟ ଅପର୍ଯ୍ୟାପ୍ତ। ବର୍ଷା ଋତୁରେ ମ୍ୟାଲେରିଆ ଓ ଡାଇରିଆ ଭଳି ରୋଗ ବ୍ୟାପିବା ସମୟରେ ପରିସ୍ଥିତି ଆହୁରି ଗୁରୁତର ହୋଇଯାଏ। ଆଦିବାସୀ ଅଧ୍ୟୁଷିତ ଏହି ଜିଲ୍ଲାରେ ସଚେତନତାର ଅଭାବ ମଧ୍ୟ ଏକ ବଡ଼ ସମସ୍ୟା। ସରକାର ଯଦି ଏ ଦିଗରେ ତୁରନ୍ତ ପଦକ୍ଷେପ ନ ନିଅନ୍ତି ତେବେ ସାଧାରଣ ଲୋକଙ୍କ ଦୁର୍ଦ୍ଦଶା ଲାଘବ ହେବ ନାହିଁ। ସ୍ଥାନୀୟ ଜନପ୍ରତିନିଧିମାନେ ମଧ୍ୟ ଏ ବିଷୟରେ ନୀରବ ରହିଛନ୍ତି ବୋଲି ଅଭିଯୋଗ ହେଉଛି। ଜିଲ୍ଲାପାଳଙ୍କ ଦୃଷ୍ଟି ଆକର୍ଷଣ କରାଯାଇଥିଲେ ମଧ୍ୟ କୌଣସି ସୁଫଳ ମିଳିନାହିଁ। ଲୋକମାନେ ଆଶା କରୁଛନ୍ତି ଯେ ଶୀଘ୍ର ଏହି ସମସ୍ୟାର ସମାଧାନ ହେବ।: [6, 391, 342, 649]
star-emblem-icon: [1139, 16, 1167, 44]
sudoku-cell[interactable]: 5: [1221, 1415, 1248, 1442]
sudoku-note: ଏହାର ଉତ୍ତର ଆସନ୍ତାକାଲି ପ୍ରକାଶ ପାଇବ।: [1244, 1610, 1440, 1624]
advt-email-link[interactable]: E-mail:advt@dharitri.com: [1255, 1014, 1429, 1029]
sudoku-row: [1221, 1550, 1464, 1577]
sudoku-cell[interactable]: [1221, 1496, 1248, 1523]
sudoku-cell[interactable]: [1356, 1577, 1383, 1604]
letter-title: ଜନସେବା ଆଇନ: [1282, 554, 1402, 576]
solution-cell: 8: [1332, 1706, 1345, 1719]
miku-email-link[interactable]: :miku11@yahoo.com (Use only for advertisements, commercial queries): [1226, 1030, 1458, 1059]
solution-cell: 1: [1384, 1693, 1397, 1706]
sudoku-cell[interactable]: [1275, 1361, 1302, 1388]
letter-text: ପ୍ରତିବର୍ଷ ଭାରତରେ ତମାଖୁଜାତ ଦ୍ରବ୍ୟ ସେବନ ଯୋଗୁଁ ଲକ୍ଷାଧିକ ଲୋକ ମୃତ୍ୟୁବରଣ କରୁଛନ୍ତି। ଗୁଟ୍‌ଖା ଉପରେ ସମ୍ପୂର୍ଣ୍ଣ ନିଷେଧାଜ୍ଞା ଜାରି କରିବା ଆବଶ୍ୟକ। କେବଳ ଆଇନ କରିଲେ ହେବ ନାହିଁ, ଏହାକୁ କଡ଼ାକଡ଼ି କାର୍ଯ୍ୟକାରୀ କରିବାକୁ ହେବ।: [1192, 704, 1492, 764]
solution-cell: 2: [1358, 1732, 1371, 1745]
solution-cell: 7: [1423, 1693, 1436, 1706]
sudoku-cell[interactable]: [1275, 1550, 1302, 1577]
solution-cell: 3: [1358, 1706, 1371, 1719]
sudoku-cell[interactable]: 6: [1248, 1469, 1275, 1496]
contact-line3: ବି-୧୫, ରସୁଲଗଡ଼ ଶିଳ୍ପାଞ୍ଚଳ, ଭୁବନେଶ୍ୱର-୭୫୧୦୧୦: [1230, 921, 1454, 935]
sudoku-cell[interactable]: [1248, 1361, 1275, 1388]
sudoku-row: [1221, 1442, 1464, 1469]
sudoku-cell[interactable]: 1: [1248, 1388, 1275, 1415]
solution-cell: 3: [1397, 1654, 1410, 1667]
solution-row: [1319, 1680, 1436, 1693]
letter-title: ଶିକ୍ଷା ସହାୟକ ଓ ମଜୁରି: [1258, 786, 1425, 809]
pathaka-title: ପାଠକ ଶ୍ରେଷ୍ଠ ବିଚାରକ: [1240, 515, 1420, 537]
solution-cell: 7: [1358, 1745, 1371, 1758]
sudoku-cell[interactable]: [1383, 1442, 1410, 1469]
solution-cell: 3: [1319, 1693, 1332, 1706]
sudoku-cell[interactable]: 2: [1356, 1442, 1383, 1469]
chirantani-title: ଚିରନ୍ତନୀ: [18, 14, 330, 50]
list-item: ■ ରାଜ୍ୟରେ ଶୀତଲହରୀ ଜାରି, ଅନେକ ସ୍ଥାନରେ ତାପମାତ୍ରା ହ୍ରାସ।: [1192, 1269, 1479, 1284]
editor-email-note: (Use only for letters to Editor, news & news photos): [1206, 966, 1478, 995]
sudoku-row: [1221, 1388, 1464, 1415]
sudoku-cell[interactable]: [1302, 1442, 1329, 1469]
sudoku-cell[interactable]: 8: [1329, 1523, 1356, 1550]
dancer-photo: [212, 196, 342, 330]
letter-title: ଗୁଟ୍‌ଖା ବନ୍ଦ: [1301, 678, 1383, 701]
sudoku-cell[interactable]: [1302, 1496, 1329, 1523]
sudoku-cell[interactable]: [1221, 1550, 1248, 1577]
solution-cell: 4: [1358, 1693, 1371, 1706]
solution-cell: 4: [1332, 1732, 1345, 1745]
lead-article: [352, 64, 1180, 916]
sudoku-cell[interactable]: 9: [1410, 1361, 1437, 1388]
sudoku-cell[interactable]: [1383, 1388, 1410, 1415]
sudoku-brand-ku: ku: [1281, 1318, 1316, 1341]
sudoku-cell[interactable]: 2: [1437, 1550, 1464, 1577]
solution-cell: 7: [1371, 1667, 1384, 1680]
lead-headline: ଆଲ୍‌ତୁଫାଲ୍‌ତୁ: [519, 64, 1013, 164]
solution-cell: 9: [1371, 1732, 1384, 1745]
saja-bharatare-header: [1192, 6, 1492, 42]
solution-cell: 4: [1345, 1680, 1358, 1693]
sudoku-cell[interactable]: 1: [1356, 1361, 1383, 1388]
logo-text: ଧରିତ୍ରୀ: [1079, 20, 1133, 40]
mahapurusha-byline: ଜିଲୁର୍ ରହମାନ୍: [6, 1566, 92, 1584]
ajira-arthaniti-box: ଆଜିର ଅର୍ଥନୀତି: [632, 504, 892, 568]
sudoku-cell[interactable]: [1437, 1496, 1464, 1523]
lead-col1: ଗତ ଦୁଇ ଦଶନ୍ଧି ଧରି ଦେଶର ଅର୍ଥନୀତି ନେଇ ଅନେକ ଆଲୋଚନା ହୋଇଆସୁଛି। ବିଶ୍ୱାୟନ ଓ ଉଦାରୀକରଣ ପରେ ଦେଶର ବିକାଶ ହାର ବଢ଼ିଛି ବୋଲି ସରକାର ଦାବି କରୁଥିବା ବେଳେ ସାଧାରଣ ଲୋକଙ୍କ ଜୀବନଧାରଣ ମାନରେ କୌଣସି ଉଲ୍ଲେଖନୀୟ ପରିବର୍ତ୍ତନ ଆସିନାହିଁ। ମୂଲ୍ୟବୃଦ୍ଧି ଓ ବେକାରି ଆଜି ସବୁଠାରୁ ବଡ଼ ସମସ୍ୟା। ଶିଳ୍ପ କ୍ଷେତ୍ରରେ ନିବେଶ ହ୍ରାସ ପାଉଥିବା ବେଳେ କୃଷି କ୍ଷେତ୍ର ମଧ୍ୟ ସଙ୍କଟରେ। କୃଷକମାନେ ଉତ୍ପାଦିତ ଫସଲର ଉଚିତ ମୂଲ୍ୟ ପାଉନାହାନ୍ତି। ଅନ୍ୟପକ୍ଷରେ ବଡ଼ ବଡ଼ ଶିଳ୍ପପତିମାନଙ୍କୁ ଟିକସ ରିହାତି ଦିଆଯାଉଛି। ଏହି ବୈଷମ୍ୟ ଦେଶର ସାମାଜିକ ସନ୍ତୁଳନକୁ ପ୍ରଭାବିତ କରୁଛି। ଆର୍ଥିକ ନୀତି ପ୍ରଣୟନରେ ସାଧାରଣ ଲୋକଙ୍କ ସ୍ୱାର୍ଥକୁ ପ୍ରାଧାନ୍ୟ ଦିଆଯିବା ଆବଶ୍ୟକ। ସରକାରୀ ଖର୍ଚ୍ଚରେ ସଂଯମ ଓ ସ୍ୱଚ୍ଛତା ରହିଲେ ହିଁ ଅର୍ଥବ୍ୟବସ୍ଥା ସୁଦୃଢ଼ ହୋଇପାରିବ। ବ୍ୟାଙ୍କିଂ କ୍ଷେତ୍ରରେ ଅନାଦାୟ ଋଣର ପରିମାଣ ବଢ଼ିବା ଚିନ୍ତାର ବିଷୟ। ଏହାର ପ୍ରଭାବ ସାଧାରଣ ଜମାକର୍ତ୍ତାଙ୍କ ଉପରେ ପଡ଼ୁଛି। ମୁଦ୍ରାସ୍ଫୀତି ନିୟନ୍ତ୍ରଣ ପାଇଁ ରିଜର୍ଭ ବ୍ୟାଙ୍କ ସୁଧ ହାର ବଢ଼ାଉଥିବା ବେଳେ ଶିଳ୍ପ କ୍ଷେତ୍ରରୁ ଏହାର ବିରୋଧ ହେଉଛି।: [352, 176, 752, 358]
solution-cell: 8: [1397, 1745, 1410, 1758]
solution-cell: 6: [1332, 1667, 1345, 1680]
sudoku-row: [1221, 1496, 1464, 1523]
solution-cell: 6: [1384, 1719, 1397, 1732]
jilla-diary: [6, 196, 342, 916]
sudoku-cell[interactable]: [1302, 1469, 1329, 1496]
sudoku-cell[interactable]: [1410, 1469, 1437, 1496]
jilla-diary-label: ଜିଲା ଡାଏରୀ: [6, 196, 206, 256]
solution-cell: 6: [1319, 1732, 1332, 1745]
solution-cell: 5: [1358, 1654, 1371, 1667]
solution-cell: 8: [1358, 1719, 1371, 1732]
sudoku-row: [1221, 1415, 1464, 1442]
solution-row: [1319, 1706, 1436, 1719]
sudoku-cell[interactable]: [1383, 1469, 1410, 1496]
sudoku-brand-su: su: [1200, 1318, 1234, 1341]
sudoku-cell[interactable]: [1437, 1577, 1464, 1604]
list-item: ■ ଶ୍ରୀଲଙ୍କାରେ ଶାନ୍ତି ପ୍ରକ୍ରିୟା ନେଇ ଆଲୋଚନା ଜାରି ରହିଛି।: [1192, 1284, 1483, 1299]
sudoku-cell[interactable]: [1275, 1442, 1302, 1469]
sudoku-cell[interactable]: [1383, 1577, 1410, 1604]
contact-box: [1192, 882, 1492, 1067]
solution-cell: 2: [1397, 1680, 1410, 1693]
india-map-icon: [1458, 11, 1484, 37]
jilla-diary-headline: ଭଗବାନ ଭରସା: [88, 352, 260, 382]
sudoku-cell[interactable]: [1302, 1388, 1329, 1415]
sudoku-cell[interactable]: [1356, 1523, 1383, 1550]
solution-cell: 7: [1384, 1706, 1397, 1719]
bottom-edge: [0, 2326, 1498, 2334]
chhau-dancer-icon: [213, 197, 342, 331]
sudoku-cell[interactable]: [1221, 1469, 1248, 1496]
